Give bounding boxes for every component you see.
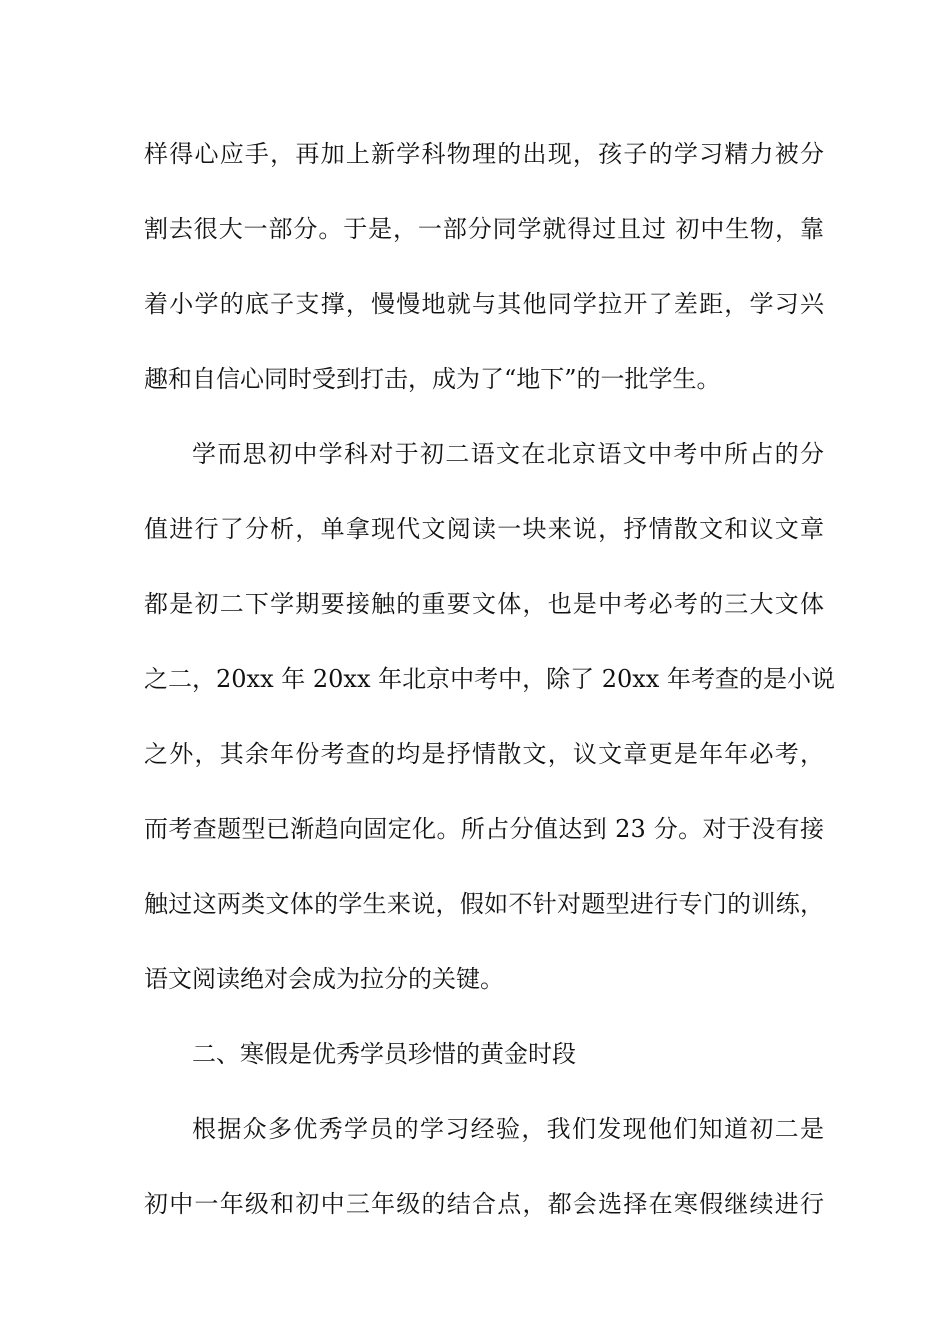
text-line: 值进行了分析，单拿现代文阅读一块来说，抒情散文和议文章: [144, 515, 824, 543]
text-line: 割去很大一部分。于是，一部分同学就得过且过 初中生物，靠: [144, 215, 824, 243]
text-line: 着小学的底子支撑，慢慢地就与其他同学拉开了差距，学习兴: [144, 290, 824, 318]
text-line: 而考查题型已渐趋向固定化。所占分值达到 23 分。对于没有接: [144, 815, 824, 843]
text-line: 趣和自信心同时受到打击，成为了“地下”的一批学生。: [144, 365, 721, 393]
text-line: 样得心应手，再加上新学科物理的出现，孩子的学习精力被分: [144, 140, 824, 168]
text-line: 之外，其余年份考查的均是抒情散文，议文章更是年年必考，: [144, 740, 824, 768]
section-heading: 二、寒假是优秀学员珍惜的黄金时段: [192, 1040, 576, 1068]
text-line: 初中一年级和初中三年级的结合点，都会选择在寒假继续进行: [144, 1190, 824, 1218]
paragraph-first-line: 根据众多优秀学员的学习经验，我们发现他们知道初二是: [192, 1115, 824, 1143]
text-line: 之二，20xx 年 20xx 年北京中考中，除了 20xx 年考查的是小说: [144, 665, 835, 693]
text-line: 都是初二下学期要接触的重要文体，也是中考必考的三大文体: [144, 590, 824, 618]
paragraph-first-line: 学而思初中学科对于初二语文在北京语文中考中所占的分: [192, 440, 824, 468]
text-line: 语文阅读绝对会成为拉分的关键。: [144, 965, 504, 993]
text-line: 触过这两类文体的学生来说，假如不针对题型进行专门的训练，: [144, 890, 824, 918]
